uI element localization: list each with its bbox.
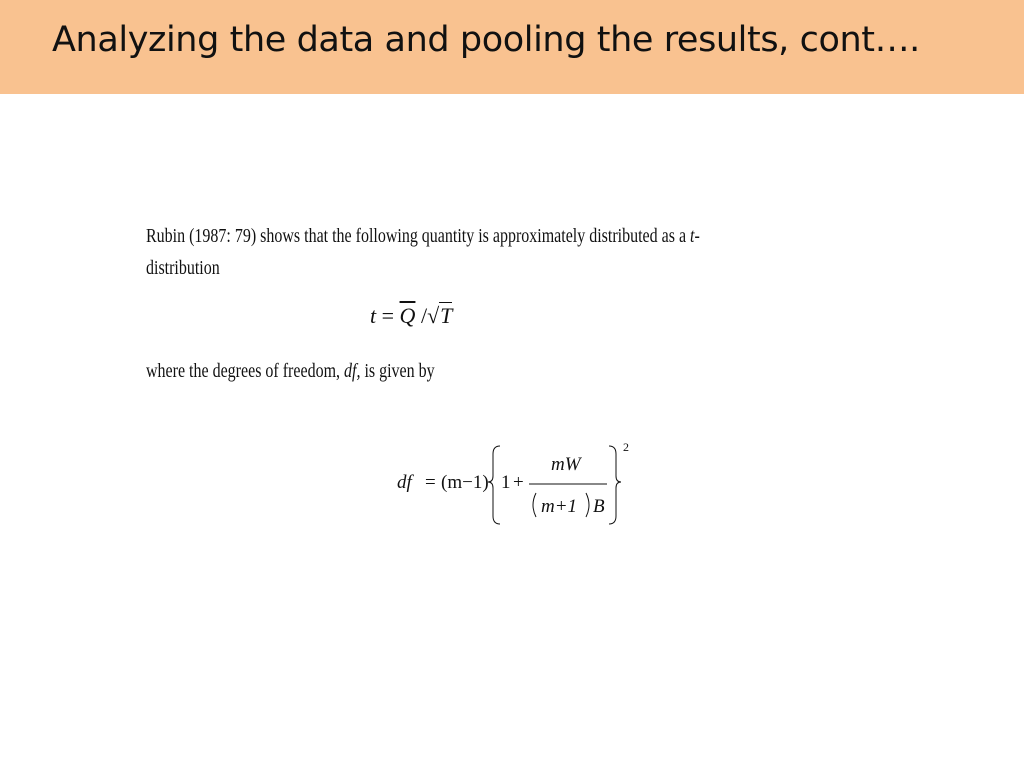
slide-title: Analyzing the data and pooling the results, cont…. [52,20,920,60]
eq-t-lhs: t [370,303,377,328]
intro-t: t [690,226,695,247]
where-prefix: where the degrees of freedom, [146,361,341,382]
eq-df-equals: = [425,472,436,493]
df-equation [395,440,635,525]
eq-t-T: T [440,303,453,328]
eq-df-factor: (m−1) [441,472,489,493]
intro-paragraph-line1 [146,226,700,248]
t-statistic-equation [370,303,452,329]
eq-df-lhs: df [397,472,412,493]
eq-t-root: √ [427,303,440,328]
eq-t-qbar: $\overline{Q}$ [399,303,416,328]
eq-t-equals: = [381,303,395,328]
where-paragraph [146,361,435,383]
where-df: df, [344,361,361,382]
title-bar [0,0,1024,94]
eq-df-plus: + [513,472,524,493]
intro-text: Rubin (1987: 79) shows that the following quantity is approximately distributed as a [146,226,687,247]
eq-df-numerator: mW [551,454,581,475]
eq-df-den-m1: m+1 [541,496,578,517]
eq-df-exponent: 2 [623,440,629,454]
eq-t-slash: / [420,303,428,328]
intro-hyphen: - [694,226,700,247]
where-suffix: is given by [364,361,435,382]
eq-df-den-B: B [593,496,605,517]
df-equation-brackets [395,440,635,525]
intro-paragraph-line2: distribution [146,258,220,279]
eq-df-one: 1 [501,472,511,493]
